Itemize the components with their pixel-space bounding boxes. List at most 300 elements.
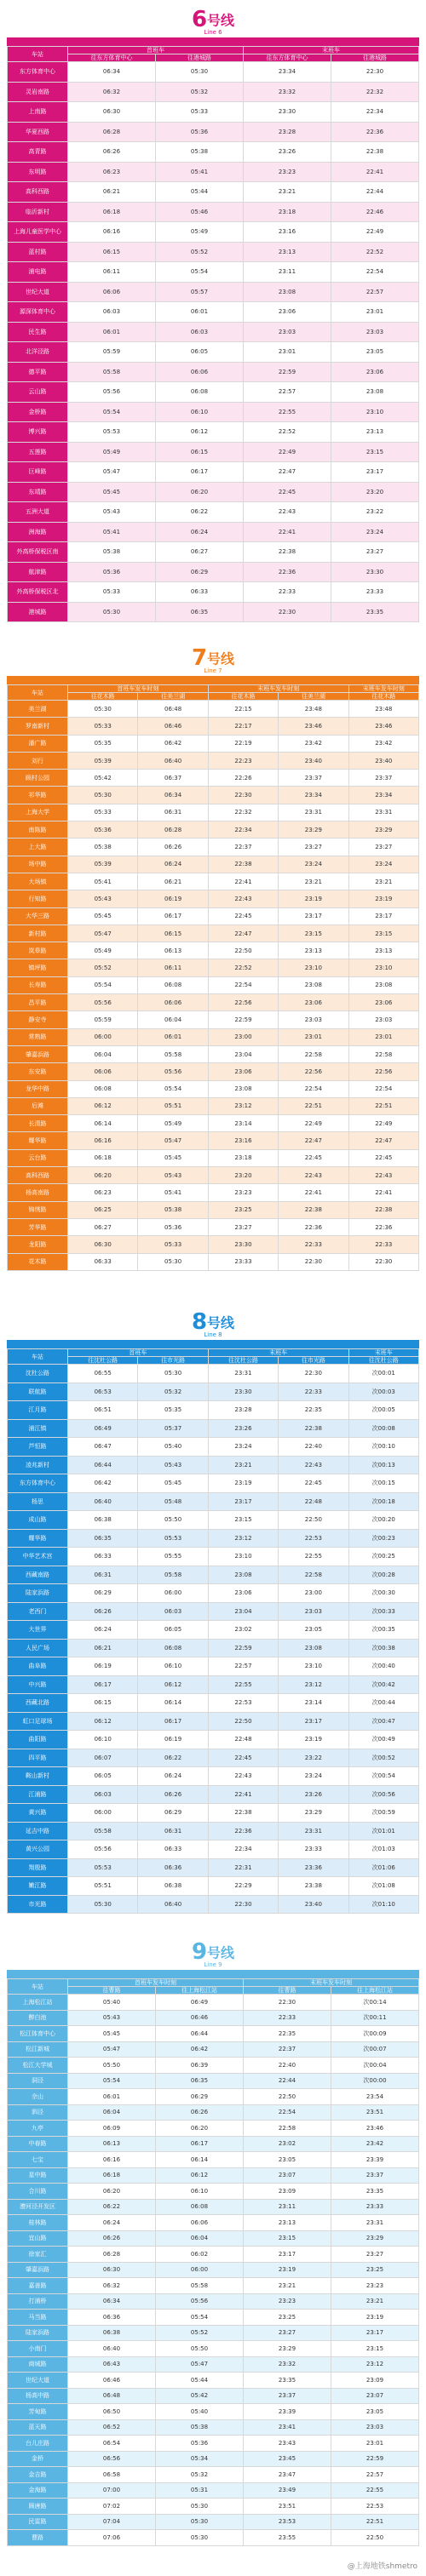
time-cell: 06:12: [156, 422, 244, 443]
station-name: 洲海路: [8, 522, 68, 542]
time-cell: 05:43: [138, 1456, 208, 1474]
table-row: [8, 701, 419, 718]
time-cell: 23:24: [279, 1767, 348, 1786]
time-cell: 06:12: [68, 1097, 138, 1114]
time-cell: 23:25: [244, 2310, 331, 2326]
time-cell: 23:19: [279, 890, 348, 907]
station-name: 世纪大道: [8, 282, 68, 302]
time-cell: 06:09: [68, 2121, 156, 2137]
time-cell: 06:21: [68, 182, 156, 203]
time-cell: 05:52: [68, 959, 138, 976]
time-cell: 23:00: [208, 1028, 278, 1045]
time-cell: 06:23: [68, 1184, 138, 1201]
station-name: 五莲路: [8, 442, 68, 462]
time-cell: 23:19: [348, 890, 418, 907]
table-row: [8, 1218, 419, 1235]
station-name: 世纪大道: [8, 2373, 68, 2389]
time-cell: 23:10: [208, 1548, 278, 1566]
timetable: [7, 46, 419, 622]
station-name: 云山路: [8, 382, 68, 403]
table-row: [8, 1097, 419, 1114]
time-cell: 23:16: [208, 1132, 278, 1149]
time-cell: 06:19: [138, 890, 208, 907]
time-cell: 22:33: [348, 1236, 418, 1253]
station-name: 陆家浜路: [8, 2325, 68, 2341]
time-cell: 06:38: [138, 1877, 208, 1896]
time-cell: 05:30: [138, 1253, 208, 1270]
time-cell: 22:56: [348, 1063, 418, 1080]
time-cell: 23:20: [331, 482, 419, 502]
time-cell: 05:54: [68, 402, 156, 422]
time-cell: 05:54: [138, 1080, 208, 1097]
time-cell: 23:15: [331, 442, 419, 462]
time-cell: 23:45: [244, 2451, 331, 2467]
time-cell: 23:01: [331, 2436, 419, 2452]
time-cell: 06:01: [68, 2089, 156, 2105]
time-cell: 05:49: [156, 222, 244, 243]
header-row: [8, 1979, 419, 1987]
station-name: 泗泾: [8, 2104, 68, 2121]
time-cell: 05:47: [68, 2041, 156, 2058]
table-row: [8, 1456, 419, 1474]
time-cell: 06:01: [138, 1028, 208, 1045]
time-cell: 22:43: [208, 1767, 278, 1786]
time-cell: 23:30: [208, 1382, 278, 1401]
table-row: [8, 2230, 419, 2247]
timetable: [7, 1348, 419, 1914]
time-cell: 次00:01: [348, 1365, 418, 1383]
time-cell: 23:11: [244, 2199, 331, 2215]
time-cell: 06:33: [156, 582, 244, 603]
time-cell: 22:33: [244, 2010, 331, 2026]
time-cell: 23:15: [244, 2230, 331, 2247]
time-cell: 06:42: [138, 735, 208, 752]
station-name: 大华三路: [8, 907, 68, 924]
time-cell: 22:50: [208, 942, 278, 959]
time-cell: 06:44: [68, 1456, 138, 1474]
direction-header: 往东方体育中心: [244, 54, 331, 62]
station-name: 杨高中路: [8, 2388, 68, 2404]
time-cell: 06:22: [138, 1749, 208, 1767]
time-cell: 23:13: [244, 2215, 331, 2231]
station-name: 金海路: [8, 2482, 68, 2499]
station-name: 上海松江站: [8, 1995, 68, 2011]
time-cell: 23:23: [244, 162, 331, 182]
time-cell: 23:05: [279, 1621, 348, 1640]
time-cell: 次00:05: [348, 1401, 418, 1420]
station-name: 大世界: [8, 1621, 68, 1640]
time-cell: 06:15: [156, 442, 244, 462]
time-cell: 22:50: [244, 2089, 331, 2105]
time-cell: 05:36: [138, 1218, 208, 1235]
table-row: [8, 2310, 419, 2326]
time-cell: 23:23: [208, 1184, 278, 1201]
time-cell: 06:08: [138, 1639, 208, 1657]
time-cell: 05:48: [138, 1492, 208, 1511]
color-strip: [7, 1970, 419, 1978]
table-row: [8, 2341, 419, 2357]
table-row: [8, 1840, 419, 1859]
time-cell: 23:03: [244, 322, 331, 342]
time-cell: 22:17: [208, 718, 278, 735]
time-cell: 06:21: [68, 1639, 138, 1657]
time-cell: 05:43: [68, 502, 156, 523]
station-name: 芦恒路: [8, 1438, 68, 1457]
time-cell: 23:19: [331, 2310, 419, 2326]
table-row: [8, 907, 419, 924]
table-row: [8, 942, 419, 959]
station-name: 联航路: [8, 1382, 68, 1401]
time-cell: 06:05: [156, 342, 244, 363]
station-name: 杨思: [8, 1492, 68, 1511]
time-cell: 23:46: [331, 2121, 419, 2137]
time-cell: 06:13: [138, 942, 208, 959]
table-row: [8, 1602, 419, 1621]
time-cell: 05:38: [138, 1201, 208, 1218]
table-row: [8, 1149, 419, 1166]
line-title: [0, 638, 426, 676]
table-row: [8, 770, 419, 787]
line-label: 号线: [207, 1314, 235, 1331]
time-cell: 22:47: [279, 1132, 348, 1149]
time-cell: 06:33: [68, 1253, 138, 1270]
station-name: 顾唐路: [8, 2499, 68, 2515]
time-cell: 06:55: [68, 1365, 138, 1383]
time-cell: 05:38: [68, 542, 156, 563]
time-cell: 22:52: [208, 959, 278, 976]
time-cell: 05:33: [68, 718, 138, 735]
direction-header: 往曹路: [68, 1987, 156, 1995]
table-row: [8, 718, 419, 735]
time-cell: 06:38: [68, 2325, 156, 2341]
time-cell: 05:54: [68, 2073, 156, 2089]
time-cell: 06:26: [68, 1602, 138, 1621]
header-row: [8, 685, 419, 693]
time-cell: 22:30: [208, 787, 278, 804]
time-cell: 23:09: [331, 2373, 419, 2389]
time-cell: 22:37: [244, 2041, 331, 2058]
station-name: 蓝村路: [8, 242, 68, 262]
time-cell: 23:24: [208, 1438, 278, 1457]
station-name: 翔殷路: [8, 1858, 68, 1877]
time-cell: 次00:18: [348, 1492, 418, 1511]
time-cell: 06:46: [138, 718, 208, 735]
table-row: [8, 242, 419, 262]
time-cell: 05:39: [68, 752, 138, 769]
time-cell: 05:45: [68, 2026, 156, 2042]
table-row: [8, 994, 419, 1011]
time-cell: 05:47: [156, 2356, 244, 2373]
table-row: [8, 1045, 419, 1062]
station-name: 潘广路: [8, 735, 68, 752]
time-cell: 06:17: [156, 462, 244, 483]
time-cell: 22:47: [348, 1132, 418, 1149]
table-row: [8, 821, 419, 839]
time-cell: 05:32: [156, 82, 244, 102]
time-cell: 05:42: [68, 770, 138, 787]
station-name: 民雷路: [8, 2514, 68, 2530]
time-cell: 22:30: [244, 1995, 331, 2011]
header-row: [8, 47, 419, 54]
station-name: 美兰湖: [8, 701, 68, 718]
station-name: 嫩江路: [8, 1877, 68, 1896]
station-name: 东靖路: [8, 482, 68, 502]
station-name: 金桥路: [8, 402, 68, 422]
table-row: [8, 856, 419, 873]
time-cell: 23:51: [331, 2104, 419, 2121]
time-cell: 次00:04: [331, 2058, 419, 2074]
station-name: 东明路: [8, 162, 68, 182]
station-name: 龙华中路: [8, 1080, 68, 1097]
time-cell: 06:36: [138, 1858, 208, 1877]
time-cell: 次00:38: [348, 1639, 418, 1657]
time-cell: 06:13: [68, 2136, 156, 2152]
time-cell: 06:24: [68, 1621, 138, 1640]
table-row: [8, 959, 419, 976]
time-cell: 23:04: [208, 1045, 278, 1062]
time-cell: 次00:40: [348, 1657, 418, 1676]
table-row: [8, 402, 419, 422]
time-cell: 23:07: [244, 2167, 331, 2184]
time-cell: 22:54: [208, 976, 278, 993]
watermark: @上海地铁shmetro: [347, 2562, 417, 2571]
time-cell: 22:54: [331, 262, 419, 283]
table-row: [8, 1675, 419, 1694]
table-row: [8, 1749, 419, 1767]
time-cell: 06:28: [68, 2247, 156, 2263]
time-cell: 22:30: [279, 1365, 348, 1383]
time-cell: 05:32: [138, 1382, 208, 1401]
time-cell: 22:47: [208, 924, 278, 942]
time-cell: 06:30: [68, 102, 156, 123]
station-name: 松江体育中心: [8, 2026, 68, 2042]
time-cell: 06:08: [156, 2199, 244, 2215]
station-name: 南陈路: [8, 821, 68, 839]
time-cell: 22:59: [331, 2451, 419, 2467]
time-cell: 06:49: [156, 1995, 244, 2011]
time-cell: 05:55: [138, 1548, 208, 1566]
time-cell: 22:53: [208, 1694, 278, 1713]
time-cell: 23:15: [279, 924, 348, 942]
time-cell: 22:38: [208, 1804, 278, 1823]
time-cell: 23:42: [348, 735, 418, 752]
station-name: 金桥: [8, 2451, 68, 2467]
time-cell: 23:12: [208, 1097, 278, 1114]
time-cell: 06:00: [68, 1028, 138, 1045]
time-cell: 05:56: [156, 2293, 244, 2310]
line-sub: Line 8: [204, 1331, 222, 1338]
station-header: 车站: [8, 1349, 68, 1365]
time-cell: 06:25: [68, 1201, 138, 1218]
time-cell: 22:44: [244, 2073, 331, 2089]
table-row: [8, 502, 419, 523]
time-cell: 23:32: [244, 82, 331, 102]
table-row: [8, 1694, 419, 1713]
time-cell: 次00:54: [348, 1767, 418, 1786]
time-cell: 23:30: [244, 102, 331, 123]
time-cell: 22:41: [208, 1785, 278, 1804]
table-row: [8, 1132, 419, 1149]
station-name: 蓝天路: [8, 2419, 68, 2436]
time-cell: 23:03: [331, 322, 419, 342]
time-cell: 次00:03: [348, 1382, 418, 1401]
station-name: 陆家浜路: [8, 1584, 68, 1603]
table-row: [8, 2293, 419, 2310]
time-cell: 05:52: [156, 242, 244, 262]
time-cell: 23:15: [331, 2341, 419, 2357]
time-cell: 06:40: [138, 1895, 208, 1914]
station-name: 江月路: [8, 1401, 68, 1420]
table-row: [8, 1895, 419, 1914]
time-cell: 23:08: [208, 1080, 278, 1097]
line-title: [0, 1302, 426, 1340]
table-row: [8, 1657, 419, 1676]
time-cell: 23:48: [279, 701, 348, 718]
time-cell: 22:43: [244, 502, 331, 523]
table-row: [8, 282, 419, 302]
subheader-row: [8, 1987, 419, 1995]
table-row: [8, 1492, 419, 1511]
time-cell: 22:36: [244, 562, 331, 582]
time-cell: 22:38: [208, 856, 278, 873]
time-cell: 23:21: [348, 873, 418, 890]
group-header: 首班车发车时刻: [68, 685, 209, 693]
direction-header: 往市光路: [138, 1357, 208, 1365]
table-row: [8, 1858, 419, 1877]
time-cell: 22:41: [208, 873, 278, 890]
time-cell: 06:17: [156, 2136, 244, 2152]
time-cell: 05:52: [156, 2325, 244, 2341]
time-cell: 23:20: [208, 1167, 278, 1184]
time-cell: 23:17: [331, 462, 419, 483]
time-cell: 23:33: [331, 582, 419, 603]
time-cell: 06:12: [156, 2167, 244, 2184]
table-row: [8, 2514, 419, 2530]
time-cell: 06:47: [68, 1438, 138, 1457]
time-cell: 22:30: [244, 602, 331, 622]
group-header: 末班车: [244, 47, 419, 54]
time-cell: 22:45: [279, 1474, 348, 1493]
time-cell: 23:03: [279, 1602, 348, 1621]
time-cell: 22:55: [279, 1548, 348, 1566]
time-cell: 23:06: [208, 1063, 278, 1080]
time-cell: 23:05: [331, 342, 419, 363]
time-cell: 23:25: [331, 2262, 419, 2278]
group-header: 末班车发车时刻: [244, 1979, 419, 1987]
time-cell: 22:30: [331, 62, 419, 83]
time-cell: 23:15: [348, 924, 418, 942]
time-cell: 23:17: [331, 2325, 419, 2341]
time-cell: 23:22: [279, 1749, 348, 1767]
line-sub: Line 9: [204, 1961, 222, 1968]
station-name: 老西门: [8, 1602, 68, 1621]
time-cell: 23:19: [244, 2262, 331, 2278]
table-row: [8, 2247, 419, 2263]
time-cell: 22:45: [279, 1149, 348, 1166]
table-row: [8, 1767, 419, 1786]
time-cell: 05:42: [156, 2388, 244, 2404]
table-row: [8, 142, 419, 163]
direction-header: 往港城路: [156, 54, 244, 62]
station-name: 小南门: [8, 2341, 68, 2357]
time-cell: 05:41: [68, 522, 156, 542]
time-cell: 22:37: [208, 839, 278, 856]
time-cell: 23:06: [331, 362, 419, 382]
time-cell: 23:08: [348, 976, 418, 993]
station-name: 金吉路: [8, 2467, 68, 2483]
time-cell: 07:06: [68, 2530, 156, 2546]
time-cell: 23:13: [244, 242, 331, 262]
time-cell: 23:37: [331, 2167, 419, 2184]
table-row: [8, 2136, 419, 2152]
time-cell: 23:17: [244, 2247, 331, 2263]
time-cell: 22:59: [208, 1011, 278, 1028]
table-row: [8, 322, 419, 342]
time-cell: 06:46: [68, 2373, 156, 2389]
time-cell: 23:47: [244, 2467, 331, 2483]
time-cell: 23:17: [279, 1712, 348, 1731]
station-name: 岚皋路: [8, 942, 68, 959]
time-cell: 06:03: [138, 1602, 208, 1621]
time-cell: 06:27: [68, 1218, 138, 1235]
table-row: [8, 976, 419, 993]
time-cell: 05:51: [138, 1097, 208, 1114]
table-row: [8, 522, 419, 542]
time-cell: 22:51: [279, 1097, 348, 1114]
station-name: 博兴路: [8, 422, 68, 443]
table-row: [8, 162, 419, 182]
line-sub: Line 6: [204, 29, 222, 36]
time-cell: 23:21: [244, 182, 331, 203]
time-cell: 23:27: [348, 839, 418, 856]
time-cell: 06:12: [138, 1675, 208, 1694]
station-name: 延吉中路: [8, 1822, 68, 1840]
time-cell: 23:46: [348, 718, 418, 735]
station-name: 虹口足球场: [8, 1712, 68, 1731]
time-cell: 次00:11: [331, 2010, 419, 2026]
color-strip: [7, 1340, 419, 1348]
time-cell: 23:38: [279, 1877, 348, 1896]
time-cell: 06:08: [138, 976, 208, 993]
direction-header: 往花木路: [68, 693, 138, 701]
time-cell: 05:53: [138, 1529, 208, 1548]
time-cell: 23:31: [279, 1822, 348, 1840]
station-name: 源深体育中心: [8, 302, 68, 323]
station-name: 马当路: [8, 2310, 68, 2326]
time-cell: 22:32: [331, 82, 419, 102]
station-name: 四平路: [8, 1749, 68, 1767]
station-name: 高科西路: [8, 1167, 68, 1184]
table-row: [8, 1474, 419, 1493]
time-cell: 06:06: [156, 362, 244, 382]
table-row: [8, 2356, 419, 2373]
time-cell: 23:27: [244, 2325, 331, 2341]
time-cell: 23:39: [331, 2152, 419, 2168]
line-number: 7: [191, 645, 208, 671]
table-row: [8, 1365, 419, 1383]
time-cell: 05:50: [138, 1511, 208, 1530]
time-cell: 23:40: [279, 1895, 348, 1914]
time-cell: 06:26: [68, 142, 156, 163]
table-row: [8, 2278, 419, 2294]
time-cell: 05:30: [138, 1365, 208, 1383]
time-cell: 06:15: [68, 1694, 138, 1713]
table-row: [8, 1063, 419, 1080]
station-name: 七宝: [8, 2152, 68, 2168]
time-cell: 次00:33: [348, 1602, 418, 1621]
time-cell: 23:25: [208, 1201, 278, 1218]
table-row: [8, 342, 419, 363]
